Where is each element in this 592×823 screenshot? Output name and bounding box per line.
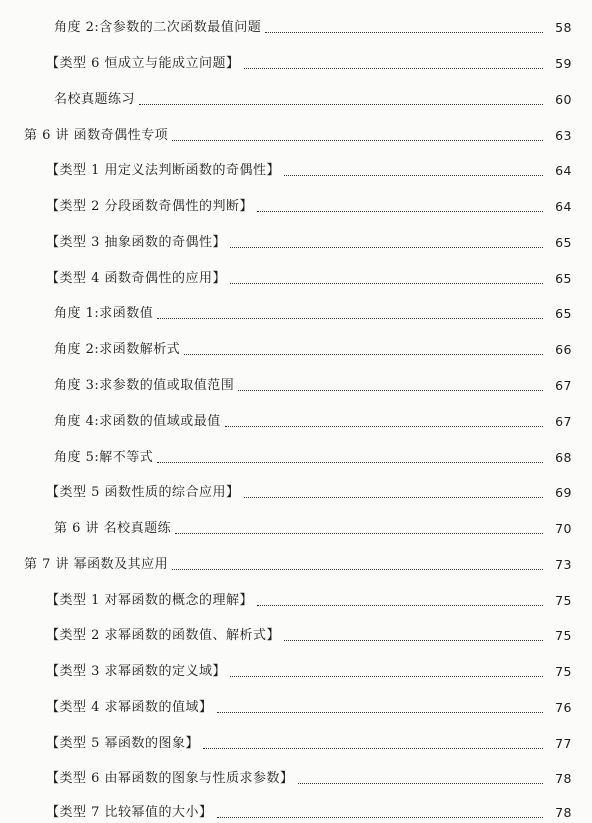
toc-entry-page: 60 [555, 92, 572, 107]
toc-entry-title: 角度 3:求参数的值或取值范围 [54, 378, 235, 393]
toc-entry-title: 【类型 2 求幂函数的函数值、解析式】 [46, 628, 281, 643]
toc-entry-page: 65 [555, 235, 572, 250]
toc-chapter-title: 第 7 讲 幂函数及其应用 [24, 557, 169, 572]
toc-entry-page: 63 [555, 128, 572, 143]
toc-chapter-title: 第 6 讲 函数奇偶性专项 [24, 128, 169, 143]
toc-entry-title: 第 6 讲 名校真题练 [54, 521, 172, 536]
toc-entry-title: 【类型 5 函数性质的综合应用】 [46, 485, 240, 500]
toc-entry[interactable] [54, 370, 572, 394]
dot-leader [230, 675, 543, 677]
toc-entry-page: 75 [555, 664, 572, 679]
dot-leader [217, 816, 543, 818]
dot-leader [225, 425, 543, 427]
toc-entry[interactable] [48, 191, 572, 215]
toc-entry-title: 角度 2:求函数解析式 [54, 342, 181, 357]
dot-leader [139, 103, 543, 105]
dot-leader [217, 711, 543, 713]
toc-entry-title: 【类型 1 用定义法判断函数的奇偶性】 [46, 163, 281, 178]
toc-entry-title: 【类型 5 幂函数的图象】 [46, 736, 200, 751]
toc-entry[interactable] [48, 797, 572, 821]
toc-entry-page: 58 [555, 20, 572, 35]
toc-entry-title: 角度 1:求函数值 [54, 306, 154, 321]
toc-entry-title: 角度 4:求函数的值域或最值 [54, 414, 221, 429]
toc-entry-page: 78 [555, 771, 572, 786]
dot-leader [298, 782, 543, 784]
dot-leader [172, 568, 543, 570]
toc-entry[interactable] [48, 763, 572, 787]
toc-entry[interactable] [48, 155, 572, 179]
toc-entry-title: 【类型 3 抽象函数的奇偶性】 [46, 235, 227, 250]
toc-entry-title: 名校真题练习 [54, 92, 136, 107]
toc-entry-page: 78 [555, 805, 572, 820]
toc-entry-title: 角度 5:解不等式 [54, 450, 154, 465]
toc-entry-title: 【类型 6 恒成立与能成立问题】 [46, 56, 240, 71]
toc-entry[interactable] [48, 227, 572, 251]
toc-entry-page: 73 [555, 557, 572, 572]
toc-chapter-entry[interactable] [24, 120, 572, 144]
toc-entry-page: 65 [555, 306, 572, 321]
toc-entry[interactable] [48, 620, 572, 644]
dot-leader [257, 604, 543, 606]
dot-leader [184, 353, 543, 355]
toc-entry-page: 69 [555, 485, 572, 500]
dot-leader [172, 139, 543, 141]
toc-entry-page: 70 [555, 521, 572, 536]
toc-entry-page: 64 [555, 199, 572, 214]
toc-entry-page: 65 [555, 271, 572, 286]
dot-leader [230, 282, 543, 284]
dot-leader [257, 210, 543, 212]
toc-entry[interactable] [54, 513, 572, 537]
toc-entry-page: 67 [555, 414, 572, 429]
toc-entry[interactable] [48, 48, 572, 72]
toc-entry-page: 64 [555, 163, 572, 178]
toc-entry[interactable] [48, 656, 572, 680]
toc-entry[interactable] [48, 585, 572, 609]
toc-entry-page: 59 [555, 56, 572, 71]
dot-leader [230, 246, 543, 248]
dot-leader [244, 67, 543, 69]
toc-entry-page: 66 [555, 342, 572, 357]
toc-entry-page: 77 [555, 736, 572, 751]
toc-entry[interactable] [54, 442, 572, 466]
toc-entry-page: 76 [555, 700, 572, 715]
toc-entry-title: 【类型 2 分段函数奇偶性的判断】 [46, 199, 254, 214]
toc-entry[interactable] [54, 12, 572, 36]
dot-leader [265, 31, 543, 33]
toc-entry-page: 75 [555, 628, 572, 643]
toc-entry-title: 角度 2:含参数的二次函数最值问题 [54, 20, 262, 35]
toc-entry[interactable] [54, 298, 572, 322]
toc-entry[interactable] [48, 728, 572, 752]
toc-entry-title: 【类型 7 比较幂值的大小】 [46, 805, 213, 820]
toc-entry-page: 68 [555, 450, 572, 465]
dot-leader [157, 317, 543, 319]
toc-entry[interactable] [54, 406, 572, 430]
toc-entry-title: 【类型 6 由幂函数的图象与性质求参数】 [46, 771, 294, 786]
dot-leader [175, 532, 543, 534]
toc-entry-title: 【类型 1 对幂函数的概念的理解】 [46, 593, 254, 608]
dot-leader [203, 747, 543, 749]
dot-leader [284, 174, 543, 176]
toc-entry[interactable] [54, 84, 572, 108]
toc-entry-title: 【类型 4 求幂函数的值域】 [46, 700, 213, 715]
toc-entry[interactable] [54, 334, 572, 358]
toc-chapter-entry[interactable] [24, 549, 572, 573]
toc-entry-page: 75 [555, 593, 572, 608]
toc-entry[interactable] [48, 692, 572, 716]
dot-leader [238, 389, 543, 391]
dot-leader [244, 496, 543, 498]
dot-leader [284, 639, 543, 641]
toc-entry-title: 【类型 4 函数奇偶性的应用】 [46, 271, 227, 286]
toc-entry-page: 67 [555, 378, 572, 393]
toc-entry[interactable] [48, 263, 572, 287]
toc-entry-title: 【类型 3 求幂函数的定义域】 [46, 664, 227, 679]
toc-entry[interactable] [48, 477, 572, 501]
dot-leader [157, 461, 543, 463]
